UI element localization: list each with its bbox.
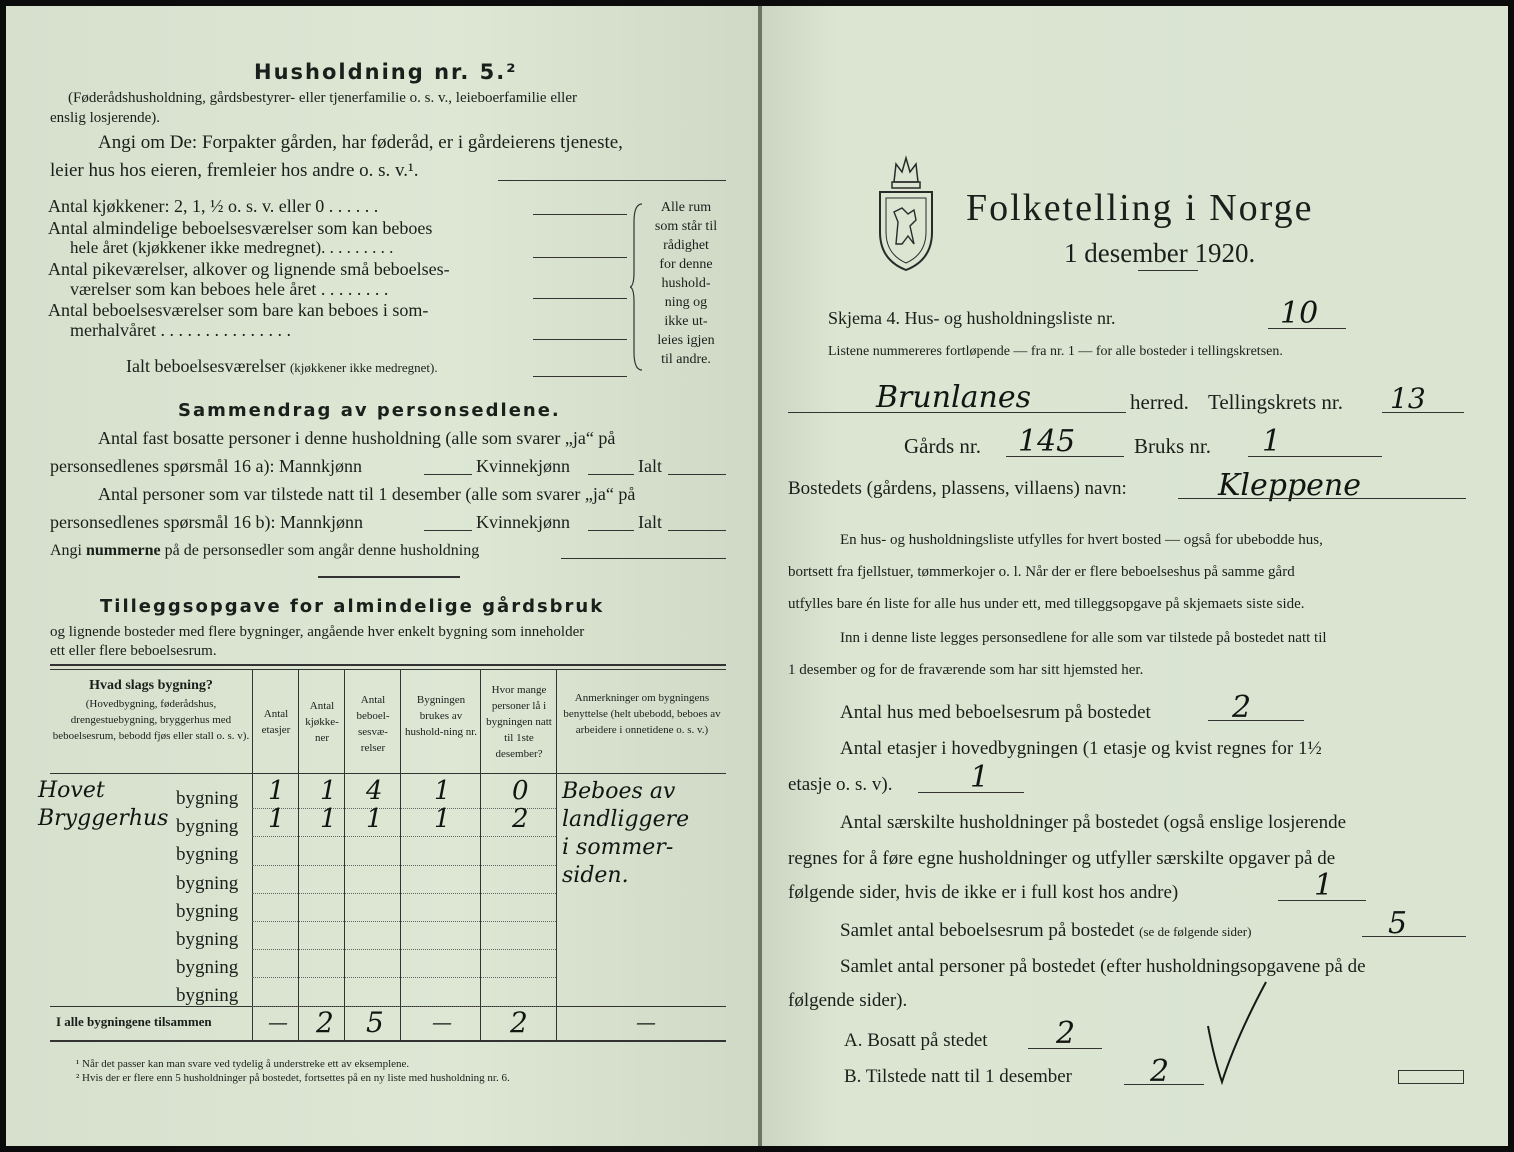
sammendrag-2a: Antal personer som var tilstede natt til 1 desember (alle som svarer „ja“ på — [98, 484, 636, 504]
building-suffix: bygning — [176, 788, 239, 809]
skjema-number: 10 — [1280, 296, 1319, 331]
tilstede-value: 2 — [1150, 1054, 1170, 1089]
building-suffix: bygning — [176, 985, 239, 1007]
table-row-rule — [252, 921, 556, 922]
tillegg-line-2: ett eller flere beboelsesrum. — [50, 643, 217, 659]
kjokkener-answer-line — [533, 214, 627, 215]
total-etasjer: — — [268, 1010, 288, 1034]
listene-note: Listene nummereres fortløpende — fra nr. 1 — for alle bosteder i tellingskretsen. — [828, 344, 1283, 359]
total-husholdning: — — [432, 1010, 452, 1034]
para-1a: En hus- og husholdningsliste utfylles for hvert bosted — også for ubebodde hus, — [840, 532, 1323, 548]
gards-line — [1006, 456, 1124, 457]
almindelige-answer-line — [533, 257, 627, 258]
para-1b: bortsett fra fjellstuer, tømmerkojer o. l. Når der er flere beboelseshus på samme gård — [788, 564, 1295, 580]
footnote-1: ¹ Når det passer kan man svare ved tydelig å understreke ett av eksemplene. — [76, 1058, 410, 1070]
para-2b: 1 desember og for de fraværende som har sitt hjemsted her. — [788, 662, 1144, 678]
samlet-pers-1: Samlet antal personer på bostedet (efter husholdningsopgavene på de — [840, 956, 1366, 977]
total-personer: 2 — [510, 1006, 528, 1039]
checkmark-icon — [1202, 978, 1272, 1088]
total-kjokken: 2 — [316, 1006, 334, 1039]
saer-value: 1 — [1314, 868, 1334, 903]
sammendrag-3: Angi nummerne på de personsedler som angår denne husholdning — [50, 542, 480, 559]
sammendrag-2b: personsedlenes spørsmål 16 b): Mannkjønn — [50, 512, 363, 532]
total-anm: — — [636, 1010, 656, 1034]
angi-line-2: leier hus hos eieren, fremleier hos andre o. s. v.¹. — [50, 160, 419, 181]
hus-label: Antal hus med beboelsesrum på bostedet — [840, 702, 1151, 723]
sammendrag-1c: Kvinnekjønn — [476, 456, 570, 476]
cell-personer: 0 — [512, 776, 529, 806]
col-divider-3 — [344, 669, 345, 1040]
table-row-rule — [252, 977, 556, 978]
building-suffix: bygning — [176, 844, 239, 866]
intro-line-1: (Føderådshusholdning, gårdsbestyrer- eller tjenerfamilie o. s. v., leieboerfamilie eller — [68, 90, 577, 106]
sommer-answer-line — [533, 339, 627, 340]
anmerkning-text: Beboes av landliggere i sommer- siden. — [562, 779, 690, 888]
saer-line-2: regnes for å føre egne husholdninger og utfyller særskilte opgaver på de — [788, 848, 1336, 869]
col-header-personer: Hvor mange personer lå i bygningen natt til 1ste desember? — [486, 684, 552, 760]
bosatt-label: A. Bosatt på stedet — [844, 1030, 988, 1051]
cell-personer: 2 — [512, 804, 529, 835]
building-suffix: bygning — [176, 900, 239, 922]
sommer-label-2: merhalvåret . . . . . . . . . . . . . . . — [70, 320, 291, 340]
total-vaerelser: 5 — [366, 1006, 384, 1039]
census-title: Folketelling i Norge — [966, 187, 1314, 229]
col-header-husholdning: Bygningen brukes av hushold-ning nr. — [404, 694, 478, 738]
intro-line-2: enslig losjerende). — [50, 110, 160, 126]
herred-value: Brunlanes — [876, 380, 1031, 415]
bosatt-line — [1028, 1048, 1102, 1049]
nummerne-line — [561, 558, 726, 559]
cell-etasjer: 1 — [268, 776, 285, 806]
saer-answer-line — [1278, 900, 1366, 901]
etasjer-value: 1 — [970, 760, 990, 795]
bruks-value: 1 — [1262, 424, 1282, 459]
mann-1-line — [424, 474, 472, 475]
printer-stamp — [1398, 1070, 1464, 1084]
pike-label-2: værelser som kan beboes hele året . . . . . . . . — [70, 279, 389, 299]
sammendrag-2d: Ialt — [638, 512, 662, 532]
pike-label-1: Antal pikeværelser, alkover og lignende små beboelses- — [48, 259, 450, 279]
cell-kjokken: 1 — [320, 776, 337, 806]
almindelige-label-1: Antal almindelige beboelsesværelser som kan beboes — [48, 218, 433, 238]
cell-husholdning: 1 — [434, 804, 451, 835]
hus-value: 2 — [1232, 690, 1252, 725]
table-row-rule — [252, 808, 556, 809]
left-page — [6, 6, 758, 1146]
bosted-value: Kleppene — [1218, 468, 1361, 503]
col-header-anmerkninger: Anmerkninger om bygningens benyttelse (helt ubebodd, beboes av arbeidere i onnetidene o. s. v.) — [563, 692, 721, 736]
saer-line-1: Antal særskilte husholdninger på bostedet (også enslige losjerende — [840, 812, 1347, 833]
etasjer-line-1: Antal etasjer i hovedbygningen (1 etasje og kvist regnes for 1½ — [840, 738, 1322, 759]
tillegg-title: Tilleggsopgave for almindelige gårdsbruk — [100, 596, 605, 617]
ialt-label: Ialt beboelsesværelser (kjøkkener ikke medregnet). — [126, 356, 438, 376]
right-page — [762, 6, 1508, 1146]
skjema-number-line — [1268, 328, 1346, 329]
building-name: Bryggerhus — [38, 806, 169, 832]
table-top-rule — [50, 664, 726, 666]
gards-label: Gårds nr. — [904, 434, 981, 458]
col-header-vaerelser: Antal beboel-sesvæ-relser — [356, 694, 390, 754]
building-suffix: bygning — [176, 872, 239, 894]
col-divider-1 — [252, 669, 253, 1040]
table-bottom-rule — [50, 1040, 726, 1042]
table-header-rule — [50, 773, 726, 774]
bruks-line — [1248, 456, 1382, 457]
brace-icon — [630, 202, 644, 372]
building-suffix: bygning — [176, 816, 239, 838]
cell-vaerelser: 1 — [366, 804, 383, 835]
tilstede-line — [1124, 1084, 1204, 1085]
col-header-kjokkener: Antal kjøkke-ner — [305, 700, 339, 744]
col-divider-5 — [480, 669, 481, 1040]
pike-answer-line — [533, 298, 627, 299]
hus-line — [1208, 720, 1304, 721]
ialt-answer-line — [533, 376, 627, 377]
krets-label: Tellingskrets nr. — [1208, 390, 1344, 414]
herred-line — [788, 412, 1126, 413]
herred-label: herred. — [1130, 390, 1189, 414]
ialt-2-line — [668, 530, 726, 531]
cell-husholdning: 1 — [434, 776, 451, 806]
samlet-rum-label: Samlet antal beboelsesrum på bostedet (se de følgende sider) — [840, 920, 1252, 941]
angi-line-1: Angi om De: Forpakter gården, har føderåd, er i gårdeierens tjeneste, — [98, 132, 623, 153]
etasjer-line-2: etasje o. s. v). — [788, 774, 893, 795]
coat-of-arms-icon — [874, 152, 938, 274]
side-note: Alle rum som står til rådighet for denne hushold- ning og ikke ut- leies igjen til andre. — [654, 200, 718, 367]
ialt-1-line — [668, 474, 726, 475]
krets-line — [1382, 412, 1464, 413]
sammendrag-title: Sammendrag av personsedlene. — [178, 400, 561, 421]
kvinne-1-line — [588, 474, 634, 475]
section-divider — [318, 576, 460, 578]
sammendrag-1a: Antal fast bosatte personer i denne husholdning (alle som svarer „ja“ på — [98, 428, 616, 448]
kjokkener-label: Antal kjøkkener: 2, 1, ½ o. s. v. eller 0 . . . . . . — [48, 196, 379, 216]
kvinne-2-line — [588, 530, 634, 531]
col-header-etasjer: Antal etasjer — [261, 708, 291, 736]
para-1c: utfylles bare én liste for alle hus under ett, med tilleggsopgave på skjemaets siste side. — [788, 596, 1305, 612]
col-header-building: Hvad slags bygning? (Hovedbygning, føderådshus, drengestuebygning, bryggerhus med beboelsesrum, bebodd fjøs eller stall o. s. v). — [52, 678, 250, 742]
skjema-label: Skjema 4. Hus- og husholdningsliste nr. — [828, 308, 1116, 328]
footnote-2: ² Hvis der er flere enn 5 husholdninger på bostedet, fortsettes på en ny liste med husholdning nr. 6. — [76, 1072, 510, 1084]
sommer-label-1: Antal beboelsesværelser som bare kan beboes i som- — [48, 300, 429, 320]
tillegg-line-1: og lignende bosteder med flere bygninger, angående hver enkelt bygning som inneholder — [50, 624, 585, 640]
angi-answer-line — [498, 180, 726, 181]
total-label: I alle bygningene tilsammen — [56, 1014, 212, 1029]
table-row-rule — [252, 893, 556, 894]
household-title: Husholdning nr. 5.² — [254, 60, 518, 84]
bosted-line — [1178, 498, 1466, 499]
sammendrag-2c: Kvinnekjønn — [476, 512, 570, 532]
table-row-rule — [252, 865, 556, 866]
samlet-rum-line — [1362, 936, 1466, 937]
cell-etasjer: 1 — [268, 804, 285, 835]
sammendrag-1d: Ialt — [638, 456, 662, 476]
krets-value: 13 — [1390, 382, 1426, 415]
cell-kjokken: 1 — [320, 804, 337, 835]
table-row-rule — [252, 836, 556, 837]
almindelige-label-2: hele året (kjøkkener ikke medregnet). . . . . . . . . — [70, 238, 394, 257]
mann-2-line — [424, 530, 472, 531]
saer-line-3: følgende sider, hvis de ikke er i full kost hos andre) — [788, 882, 1179, 903]
building-name: Hovet — [38, 778, 105, 803]
col-divider-2 — [298, 669, 299, 1040]
cell-vaerelser: 4 — [366, 776, 383, 806]
building-suffix: bygning — [176, 929, 239, 950]
etasjer-answer-line — [918, 792, 1024, 793]
bosted-label: Bostedets (gårdens, plassens, villaens) navn: — [788, 478, 1127, 499]
table-top-rule-2 — [50, 669, 726, 670]
para-2a: Inn i denne liste legges personsedlene for alle som var tilstede på bostedet natt til — [840, 630, 1327, 646]
date-underline — [1138, 270, 1198, 271]
tilstede-label: B. Tilstede natt til 1 desember — [844, 1066, 1072, 1087]
table-row-rule — [252, 949, 556, 950]
bruks-label: Bruks nr. — [1134, 434, 1212, 458]
samlet-pers-2: følgende sider). — [788, 990, 908, 1011]
bosatt-value: 2 — [1056, 1016, 1076, 1051]
col-divider-6 — [556, 669, 557, 1040]
sammendrag-1b: personsedlenes spørsmål 16 a): Mannkjønn — [50, 456, 362, 476]
gards-value: 145 — [1018, 424, 1076, 459]
census-date: 1 desember 1920. — [1064, 238, 1256, 268]
samlet-rum-value: 5 — [1388, 906, 1408, 941]
col-divider-4 — [400, 669, 401, 1040]
building-suffix: bygning — [176, 957, 239, 979]
